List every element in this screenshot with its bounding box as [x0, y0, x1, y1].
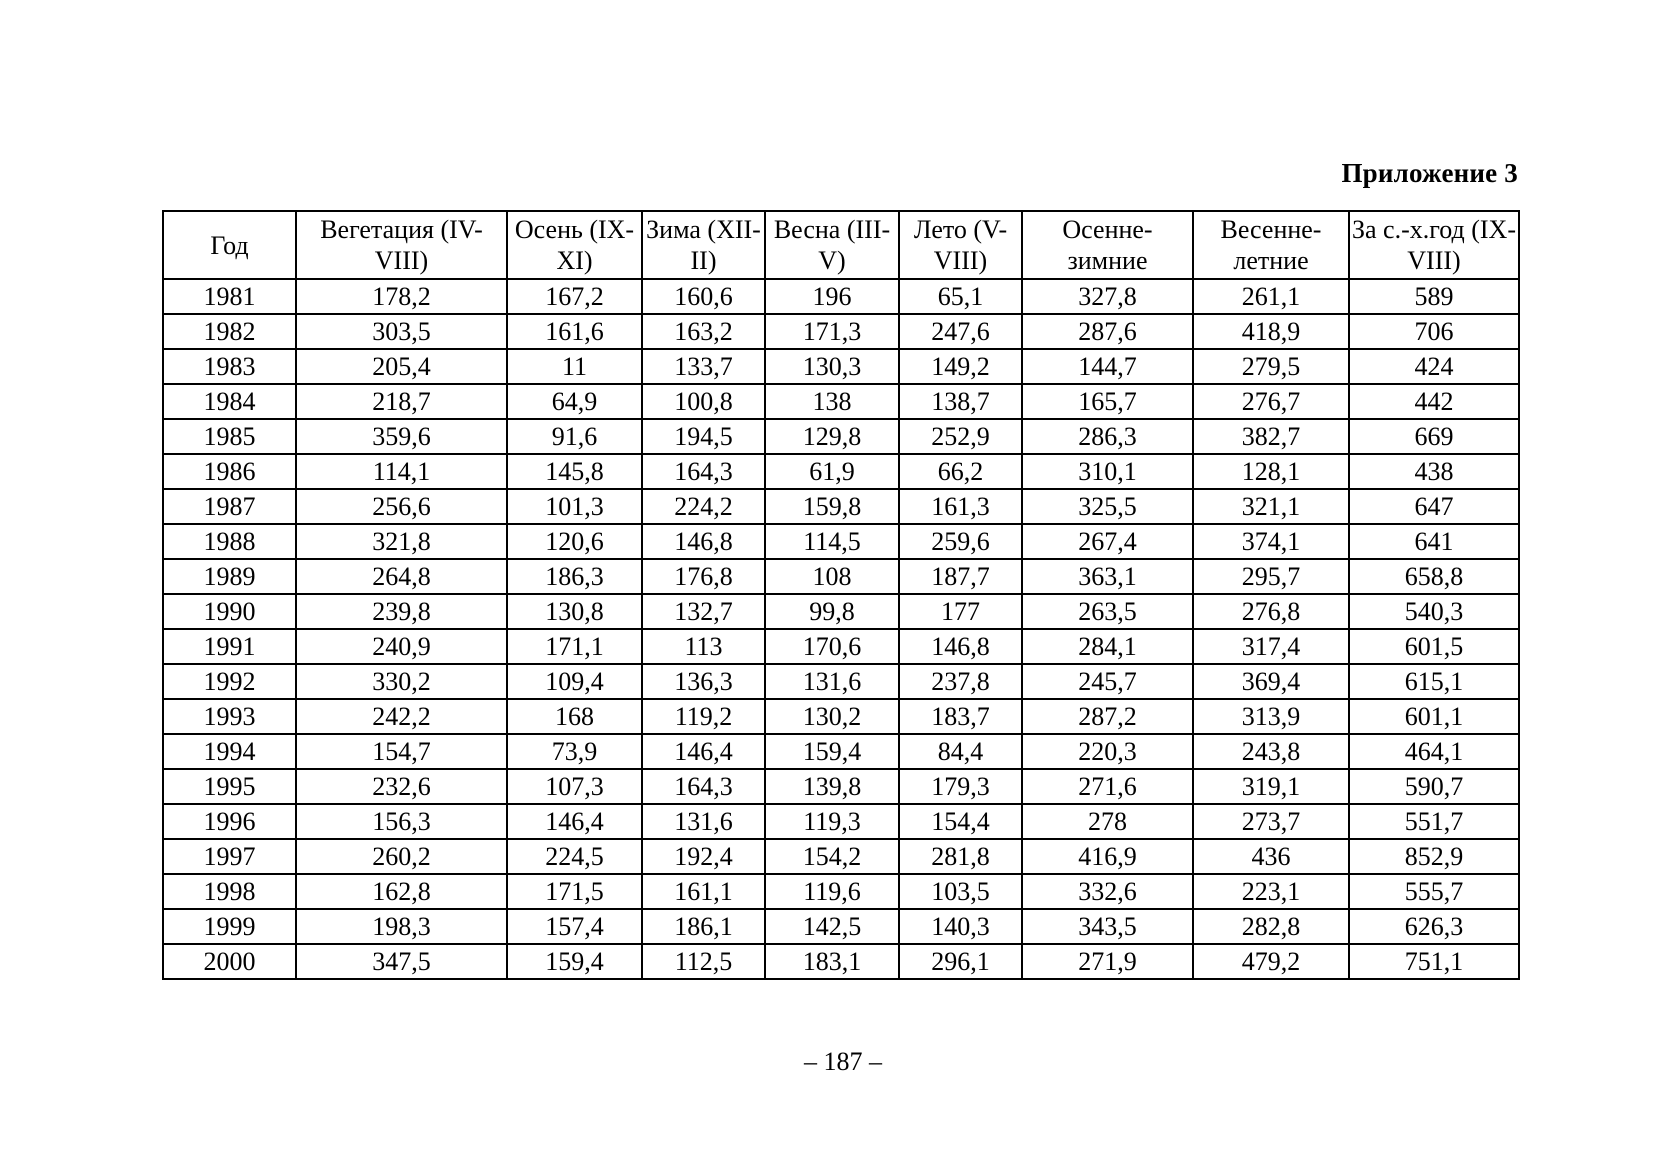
table-cell: 154,7 — [296, 734, 507, 769]
table-row — [163, 804, 1519, 839]
year-cell: 1998 — [163, 874, 296, 909]
table-cell: 263,5 — [1022, 594, 1193, 629]
table-body — [163, 279, 1519, 979]
table-cell: 347,5 — [296, 944, 507, 979]
table-cell: 223,1 — [1193, 874, 1349, 909]
table-cell: 303,5 — [296, 314, 507, 349]
table-cell: 100,8 — [642, 384, 765, 419]
table-cell: 65,1 — [899, 279, 1022, 314]
table-cell: 61,9 — [765, 454, 899, 489]
table-cell: 171,5 — [507, 874, 642, 909]
table-cell: 170,6 — [765, 629, 899, 664]
table-row — [163, 559, 1519, 594]
table-row — [163, 769, 1519, 804]
table-cell: 120,6 — [507, 524, 642, 559]
year-cell: 1989 — [163, 559, 296, 594]
column-header: Осень (IX-XI) — [507, 211, 642, 279]
table-cell: 149,2 — [899, 349, 1022, 384]
table-cell: 91,6 — [507, 419, 642, 454]
year-cell: 1992 — [163, 664, 296, 699]
table-cell: 260,2 — [296, 839, 507, 874]
table-cell: 239,8 — [296, 594, 507, 629]
table-cell: 161,6 — [507, 314, 642, 349]
table-cell: 332,6 — [1022, 874, 1193, 909]
table-cell: 154,2 — [765, 839, 899, 874]
table-cell: 321,1 — [1193, 489, 1349, 524]
table-cell: 551,7 — [1349, 804, 1519, 839]
table-cell: 232,6 — [296, 769, 507, 804]
year-cell: 1990 — [163, 594, 296, 629]
table-cell: 171,1 — [507, 629, 642, 664]
year-cell: 1981 — [163, 279, 296, 314]
table-cell: 325,5 — [1022, 489, 1193, 524]
table-cell: 164,3 — [642, 454, 765, 489]
year-cell: 1984 — [163, 384, 296, 419]
table-cell: 119,3 — [765, 804, 899, 839]
table-cell: 243,8 — [1193, 734, 1349, 769]
table-cell: 167,2 — [507, 279, 642, 314]
table-cell: 330,2 — [296, 664, 507, 699]
table-cell: 555,7 — [1349, 874, 1519, 909]
table-cell: 108 — [765, 559, 899, 594]
table-cell: 178,2 — [296, 279, 507, 314]
table-cell: 114,5 — [765, 524, 899, 559]
table-cell: 146,8 — [642, 524, 765, 559]
table-header-row — [163, 211, 1519, 279]
table-cell: 109,4 — [507, 664, 642, 699]
table-cell: 131,6 — [642, 804, 765, 839]
table-cell: 359,6 — [296, 419, 507, 454]
table-cell: 218,7 — [296, 384, 507, 419]
table-row — [163, 839, 1519, 874]
table-row — [163, 384, 1519, 419]
table-row — [163, 629, 1519, 664]
table-cell: 171,3 — [765, 314, 899, 349]
table-cell: 165,7 — [1022, 384, 1193, 419]
table-cell: 540,3 — [1349, 594, 1519, 629]
table-row — [163, 454, 1519, 489]
table-cell: 145,8 — [507, 454, 642, 489]
year-cell: 1988 — [163, 524, 296, 559]
table-cell: 281,8 — [899, 839, 1022, 874]
table-cell: 132,7 — [642, 594, 765, 629]
year-cell: 1991 — [163, 629, 296, 664]
table-cell: 101,3 — [507, 489, 642, 524]
column-header: За с.-х.год (IX- VIII) — [1349, 211, 1519, 279]
table-cell: 706 — [1349, 314, 1519, 349]
table-cell: 73,9 — [507, 734, 642, 769]
table-row — [163, 489, 1519, 524]
table-cell: 276,7 — [1193, 384, 1349, 419]
column-header: Год — [163, 211, 296, 279]
year-cell: 1999 — [163, 909, 296, 944]
year-cell: 1994 — [163, 734, 296, 769]
table-cell: 590,7 — [1349, 769, 1519, 804]
table-cell: 156,3 — [296, 804, 507, 839]
column-header: Осенне- зимние — [1022, 211, 1193, 279]
table-cell: 436 — [1193, 839, 1349, 874]
year-cell: 1982 — [163, 314, 296, 349]
year-cell: 1995 — [163, 769, 296, 804]
table-cell: 84,4 — [899, 734, 1022, 769]
table-cell: 161,3 — [899, 489, 1022, 524]
table-cell: 103,5 — [899, 874, 1022, 909]
table-cell: 139,8 — [765, 769, 899, 804]
column-header: Зима (XII-II) — [642, 211, 765, 279]
table-cell: 133,7 — [642, 349, 765, 384]
table-row — [163, 944, 1519, 979]
table-cell: 159,8 — [765, 489, 899, 524]
table-cell: 157,4 — [507, 909, 642, 944]
table-cell: 183,1 — [765, 944, 899, 979]
table-cell: 647 — [1349, 489, 1519, 524]
column-header: Вегетация (IV-VIII) — [296, 211, 507, 279]
table-cell: 327,8 — [1022, 279, 1193, 314]
table-cell: 273,7 — [1193, 804, 1349, 839]
table-cell: 658,8 — [1349, 559, 1519, 594]
table-cell: 130,8 — [507, 594, 642, 629]
year-cell: 1983 — [163, 349, 296, 384]
table-cell: 130,2 — [765, 699, 899, 734]
table-cell: 247,6 — [899, 314, 1022, 349]
table-cell: 119,2 — [642, 699, 765, 734]
table-row — [163, 664, 1519, 699]
table-cell: 154,4 — [899, 804, 1022, 839]
table-cell: 589 — [1349, 279, 1519, 314]
table-cell: 240,9 — [296, 629, 507, 664]
table-cell: 252,9 — [899, 419, 1022, 454]
table-cell: 168 — [507, 699, 642, 734]
table-cell: 418,9 — [1193, 314, 1349, 349]
table-row — [163, 909, 1519, 944]
table-cell: 146,4 — [507, 804, 642, 839]
table-row — [163, 419, 1519, 454]
page-number: – 187 – — [804, 1047, 882, 1076]
table-cell: 198,3 — [296, 909, 507, 944]
table-cell: 245,7 — [1022, 664, 1193, 699]
table-cell: 438 — [1349, 454, 1519, 489]
table-cell: 479,2 — [1193, 944, 1349, 979]
table-cell: 278 — [1022, 804, 1193, 839]
table-cell: 242,2 — [296, 699, 507, 734]
year-cell: 1986 — [163, 454, 296, 489]
table-cell: 669 — [1349, 419, 1519, 454]
table-cell: 464,1 — [1349, 734, 1519, 769]
table-cell: 319,1 — [1193, 769, 1349, 804]
table-cell: 114,1 — [296, 454, 507, 489]
table-cell: 641 — [1349, 524, 1519, 559]
table-cell: 194,5 — [642, 419, 765, 454]
table-cell: 259,6 — [899, 524, 1022, 559]
table-cell: 416,9 — [1022, 839, 1193, 874]
table-cell: 442 — [1349, 384, 1519, 419]
table-cell: 162,8 — [296, 874, 507, 909]
table-cell: 615,1 — [1349, 664, 1519, 699]
table-row — [163, 349, 1519, 384]
table-row — [163, 734, 1519, 769]
column-header: Весенне- летние — [1193, 211, 1349, 279]
table-row — [163, 699, 1519, 734]
table-cell: 224,2 — [642, 489, 765, 524]
table-cell: 626,3 — [1349, 909, 1519, 944]
table-cell: 310,1 — [1022, 454, 1193, 489]
table-cell: 129,8 — [765, 419, 899, 454]
table-cell: 317,4 — [1193, 629, 1349, 664]
table-cell: 287,2 — [1022, 699, 1193, 734]
table-cell: 321,8 — [296, 524, 507, 559]
table-cell: 131,6 — [765, 664, 899, 699]
table-row — [163, 279, 1519, 314]
table-cell: 160,6 — [642, 279, 765, 314]
column-header: Весна (III-V) — [765, 211, 899, 279]
table-cell: 161,1 — [642, 874, 765, 909]
table-cell: 382,7 — [1193, 419, 1349, 454]
table-cell: 601,5 — [1349, 629, 1519, 664]
table-row — [163, 524, 1519, 559]
table-cell: 343,5 — [1022, 909, 1193, 944]
table-cell: 138 — [765, 384, 899, 419]
table-cell: 220,3 — [1022, 734, 1193, 769]
table-cell: 187,7 — [899, 559, 1022, 594]
table-cell: 276,8 — [1193, 594, 1349, 629]
table-cell: 159,4 — [765, 734, 899, 769]
table-cell: 284,1 — [1022, 629, 1193, 664]
table-cell: 264,8 — [296, 559, 507, 594]
table-cell: 192,4 — [642, 839, 765, 874]
year-cell: 1987 — [163, 489, 296, 524]
table-cell: 144,7 — [1022, 349, 1193, 384]
table-cell: 186,3 — [507, 559, 642, 594]
table-cell: 852,9 — [1349, 839, 1519, 874]
table-cell: 424 — [1349, 349, 1519, 384]
table-cell: 196 — [765, 279, 899, 314]
table-cell: 107,3 — [507, 769, 642, 804]
table-cell: 374,1 — [1193, 524, 1349, 559]
year-cell: 1985 — [163, 419, 296, 454]
data-table — [162, 210, 1520, 980]
table-cell: 313,9 — [1193, 699, 1349, 734]
table-cell: 136,3 — [642, 664, 765, 699]
year-cell: 1996 — [163, 804, 296, 839]
year-cell: 1993 — [163, 699, 296, 734]
table-cell: 112,5 — [642, 944, 765, 979]
table-cell: 163,2 — [642, 314, 765, 349]
table-cell: 66,2 — [899, 454, 1022, 489]
table-cell: 146,8 — [899, 629, 1022, 664]
table-cell: 287,6 — [1022, 314, 1193, 349]
appendix-label: Приложение 3 — [1341, 158, 1518, 188]
table-cell: 113 — [642, 629, 765, 664]
table-row — [163, 874, 1519, 909]
table-row — [163, 594, 1519, 629]
table-cell: 140,3 — [899, 909, 1022, 944]
table-cell: 179,3 — [899, 769, 1022, 804]
column-header: Лето (V- VIII) — [899, 211, 1022, 279]
table-cell: 130,3 — [765, 349, 899, 384]
table-cell: 369,4 — [1193, 664, 1349, 699]
table-cell: 261,1 — [1193, 279, 1349, 314]
table-cell: 119,6 — [765, 874, 899, 909]
table-cell: 205,4 — [296, 349, 507, 384]
table-cell: 128,1 — [1193, 454, 1349, 489]
table-cell: 286,3 — [1022, 419, 1193, 454]
table-cell: 11 — [507, 349, 642, 384]
table-cell: 363,1 — [1022, 559, 1193, 594]
table-cell: 177 — [899, 594, 1022, 629]
table-cell: 138,7 — [899, 384, 1022, 419]
table-cell: 271,6 — [1022, 769, 1193, 804]
table-cell: 159,4 — [507, 944, 642, 979]
table-cell: 282,8 — [1193, 909, 1349, 944]
table-cell: 146,4 — [642, 734, 765, 769]
table-cell: 601,1 — [1349, 699, 1519, 734]
table-cell: 267,4 — [1022, 524, 1193, 559]
table-cell: 751,1 — [1349, 944, 1519, 979]
table-cell: 64,9 — [507, 384, 642, 419]
table-cell: 296,1 — [899, 944, 1022, 979]
table-row — [163, 314, 1519, 349]
year-cell: 2000 — [163, 944, 296, 979]
year-cell: 1997 — [163, 839, 296, 874]
table-cell: 176,8 — [642, 559, 765, 594]
table-cell: 279,5 — [1193, 349, 1349, 384]
table-cell: 256,6 — [296, 489, 507, 524]
table-cell: 183,7 — [899, 699, 1022, 734]
table-cell: 99,8 — [765, 594, 899, 629]
table-cell: 237,8 — [899, 664, 1022, 699]
table-cell: 271,9 — [1022, 944, 1193, 979]
table-cell: 295,7 — [1193, 559, 1349, 594]
table-cell: 224,5 — [507, 839, 642, 874]
table-cell: 164,3 — [642, 769, 765, 804]
table-cell: 142,5 — [765, 909, 899, 944]
table-cell: 186,1 — [642, 909, 765, 944]
